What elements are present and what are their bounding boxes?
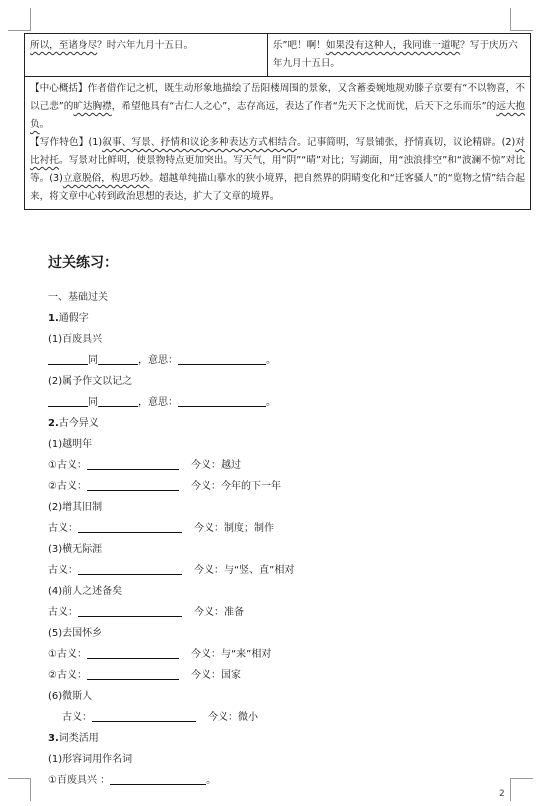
question-heading	[48, 413, 518, 434]
text: ，意思：	[138, 397, 178, 408]
text: 。	[266, 397, 276, 408]
sub-question: (2)属予作文以记之	[48, 376, 133, 387]
translation-cell-left	[25, 34, 268, 77]
wavy-text: 如果没有这种人，我同谁一道呢	[325, 40, 461, 51]
analysis-cell	[25, 77, 531, 210]
answer-blank[interactable]	[98, 394, 138, 407]
text: ②古义：	[48, 670, 87, 681]
exercise-section	[48, 253, 518, 791]
text: 作者借作记之机，既生动形象地描绘了岳阳楼周围的景象，又含蓄委婉地规劝滕子京要有“不以物喜，不以己悲”的	[30, 83, 525, 112]
question-number: 1.	[48, 313, 59, 324]
answer-blank[interactable]	[78, 562, 182, 575]
translation-row	[25, 34, 531, 77]
page-corner-mark	[510, 8, 533, 31]
answer-line	[48, 665, 518, 686]
text: 古义：	[48, 607, 78, 618]
text: 同	[88, 397, 98, 408]
sub-question: (1)越明年	[48, 439, 93, 450]
exercise-title: 过关练习：	[48, 255, 118, 271]
text: 。写景对比鲜明，使景物特点更加突出。写天气，用“阴”“晴”对比；写湖面，用“浊浪排空”和“波澜不惊”对比等。(3)	[30, 155, 525, 184]
answer-blank[interactable]	[178, 352, 266, 365]
text: 。记事简明，写景铺张，抒情真切，议论精辟。(2)	[297, 137, 516, 148]
text: ②古义：	[48, 481, 87, 492]
wavy-text: 远大抱负	[30, 101, 526, 130]
sub-question: (6)微斯人	[48, 691, 93, 702]
text: ，希望他具有“古仁人之心”，志存高远，表达了作者“先天下之忧而忧，后天下之乐而乐”的	[111, 101, 497, 112]
text: (1)	[88, 137, 103, 148]
answer-line	[48, 455, 518, 476]
summary-table	[24, 33, 531, 210]
sub-question: (1)百废具兴	[48, 334, 103, 345]
answer-blank[interactable]	[110, 772, 206, 785]
translation-cell-right	[267, 34, 530, 77]
text: ①百废具兴 ：	[48, 775, 111, 786]
answer-line	[48, 602, 518, 623]
section-heading: 一、基础过关	[48, 292, 108, 303]
writing-features	[30, 134, 525, 206]
sub-question: (3)横无际涯	[48, 544, 103, 555]
answer-line	[48, 476, 518, 497]
answer-line	[48, 560, 518, 581]
text: 今义：制度；制作	[194, 523, 274, 534]
text: 。	[206, 775, 217, 786]
text: 。超越单纯描山摹水的狭小境界，把自然界的阴晴变化和“迁客骚人”的“览物之情”结合起来，将文章中心转到政治思想的表达，扩大了文章的境界。	[30, 173, 526, 202]
answer-blank[interactable]	[87, 478, 179, 491]
center-summary	[30, 80, 525, 134]
answer-line	[48, 707, 518, 728]
text: 今义：越过	[190, 460, 241, 471]
page-corner-mark	[8, 8, 31, 31]
question-title: 词类活用	[58, 733, 99, 744]
question-title: 通假字	[58, 313, 89, 324]
page-corner-mark	[8, 778, 31, 801]
text: 今义：国家	[190, 670, 241, 681]
text: 今义：微小	[208, 712, 258, 723]
answer-line	[48, 644, 518, 665]
sub-question: (1)形容词用作名词	[48, 754, 133, 765]
text: 。	[39, 119, 50, 130]
answer-line	[48, 350, 518, 371]
wavy-text: 叙事、写景、抒情和议论多种表达方式相结合	[102, 137, 298, 148]
text: 今义：准备	[194, 607, 244, 618]
text: 。	[266, 355, 276, 366]
answer-blank[interactable]	[78, 604, 182, 617]
question-heading	[48, 308, 518, 329]
answer-line	[48, 770, 518, 791]
answer-line	[48, 392, 518, 413]
wavy-text: 旷达胸襟	[73, 101, 112, 112]
answer-blank[interactable]	[87, 667, 179, 680]
answer-blank[interactable]	[87, 646, 179, 659]
analysis-row	[25, 77, 531, 210]
question-heading	[48, 728, 518, 749]
text: ①古义：	[48, 460, 87, 471]
answer-blank[interactable]	[92, 709, 196, 722]
text: 今义：今年的下一年	[190, 481, 281, 492]
answer-blank[interactable]	[178, 394, 266, 407]
text: ？时六年九月十五日。	[97, 40, 194, 51]
wavy-text: 对比衬托	[30, 137, 526, 166]
page-number: 2	[499, 789, 505, 799]
answer-blank[interactable]	[48, 352, 88, 365]
text: 同	[88, 355, 98, 366]
text: 古义：	[62, 712, 92, 723]
answer-blank[interactable]	[87, 457, 179, 470]
wavy-text: 立意脱俗，构思巧妙	[62, 173, 150, 184]
text: ①古义：	[48, 649, 87, 660]
text: ？写于庆历六年九月十五日。	[272, 40, 518, 69]
question-number: 2.	[48, 418, 59, 429]
sub-question: (2)增其旧制	[48, 502, 103, 513]
text: 古义：	[48, 565, 78, 576]
text: 古义：	[48, 523, 78, 534]
wavy-text: 所以，至诸身尽	[30, 40, 98, 51]
text: 今义：与“来”相对	[190, 649, 272, 660]
question-number: 3.	[48, 733, 59, 744]
text: ，意思：	[138, 355, 178, 366]
center-label: 【中心概括】	[30, 83, 88, 94]
sub-question: (4)前人之述备矣	[48, 586, 123, 597]
answer-line	[48, 518, 518, 539]
question-title: 古今异义	[58, 418, 99, 429]
text: 今义：与“竖、直”相对	[194, 565, 295, 576]
answer-blank[interactable]	[98, 352, 138, 365]
answer-blank[interactable]	[78, 520, 182, 533]
sub-question: (5)去国怀乡	[48, 628, 103, 639]
writing-label: 【写作特色】	[30, 137, 89, 148]
text: 乐”吧！啊！	[272, 40, 326, 51]
answer-blank[interactable]	[48, 394, 88, 407]
